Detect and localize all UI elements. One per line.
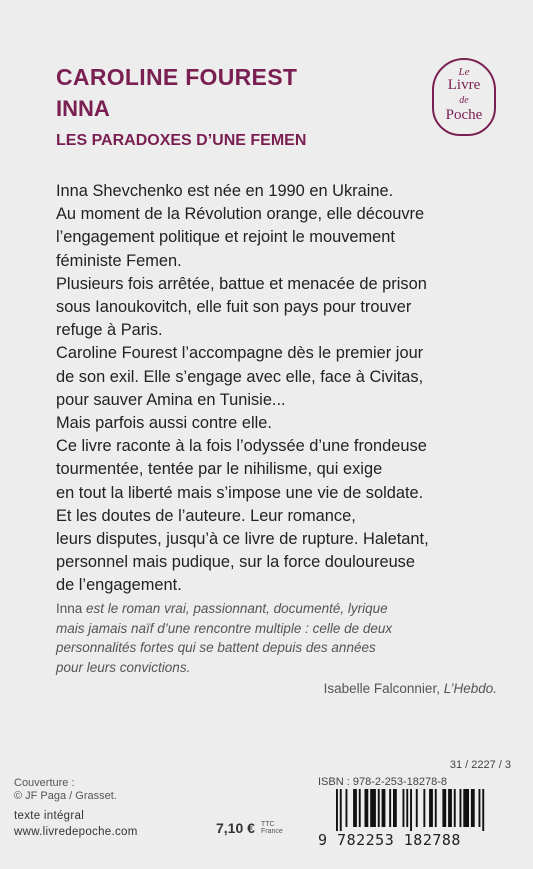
blurb-line: de l’engagement. [56,576,182,595]
barcode-bar [336,789,338,831]
price: 7,10 € [216,820,255,836]
cover-credits [14,777,117,803]
logo-line-4: Poche [445,107,483,123]
blurb-text [56,180,496,598]
barcode-bar [435,789,437,827]
barcode-bar [370,789,376,827]
barcode-bar [382,789,386,827]
barcode-bar [482,789,484,831]
logo-line-2: Livre [447,77,481,93]
barcode-bar [340,789,342,831]
logo-line-1: Le [458,66,470,78]
blurb-line: féministe Femen. [56,251,182,270]
cover-credit: © JF Paga / Grasset. [14,790,117,802]
barcode-bar [479,789,481,827]
blurb-line: refuge à Paris. [56,321,163,340]
barcode-bar [416,789,418,827]
barcode-bar [359,789,361,827]
blurb-line: Au moment de la Révolution orange, elle découvre [56,205,425,224]
blurb-line: l’engagement politique et rejoint le mouvement [56,228,395,247]
barcode-bar [410,789,412,831]
review-line [56,599,496,619]
barcode-bar [429,789,433,827]
blurb-line: Ce livre raconte à la fois l’odyssée d’une frondeuse [56,437,427,456]
barcode-bar [346,789,348,827]
blurb-line: Plusieurs fois arrêtée, battue et menacée de prison [56,274,427,293]
barcode-bar [454,789,456,827]
logo-line-3: de [459,95,469,106]
barcode-bar [471,789,475,827]
barcode [336,789,516,831]
blurb-line: de son exil. Elle s’engage avec elle, face à Civitas, [56,367,424,386]
barcode-bar [406,789,408,827]
author-name: CAROLINE FOUREST [56,64,298,90]
ttc-country: France [261,828,283,835]
website-link: www.livredepoche.com [14,826,138,838]
barcode-bar [448,789,452,827]
barcode-bar [460,789,462,827]
barcode-bar [353,789,357,827]
blurb-line: en tout la liberté mais s’impose une vie de soldate. [56,483,424,502]
blurb-line: Et les doutes de l’auteure. Leur romance, [56,506,356,525]
review-title-inline: Inna [56,601,83,616]
barcode-bar [389,789,391,827]
barcode-bar [423,789,425,827]
blurb-line: personnel mais pudique, sur la force douloureuse [56,553,415,572]
catalog-reference: 31 / 2227 / 3 [449,759,511,771]
le-livre-de-poche-logo [432,58,496,136]
isbn: ISBN : 978-2-253-18278-8 [318,776,448,788]
review-line: mais jamais naïf d’une rencontre multiple : celle de deux [56,620,393,636]
press-review [56,599,496,677]
blurb-line: pour sauver Amina en Tunisie... [56,390,286,409]
blurb-line: tourmentée, tentée par le nihilisme, qui exige [56,460,383,479]
review-line: personnalités fortes qui se battent depuis des années [56,640,376,655]
reviewer-name: Isabelle Falconnier, [323,681,444,696]
barcode-bar [378,789,380,827]
texte-integral-label: texte intégral [14,810,85,822]
cover-label: Couverture : [14,777,75,789]
barcode-bar [442,789,446,827]
barcode-bar [393,789,397,827]
price-tax-note [261,821,283,835]
blurb-line: leurs disputes, jusqu’à ce livre de rupture. Haletant, [56,530,429,549]
barcode-bar [463,789,469,827]
blurb-line: Mais parfois aussi contre elle. [56,414,272,433]
blurb-line: sous Ianoukovitch, elle fuit son pays pour trouver [56,298,412,317]
review-publication: L’Hebdo. [443,681,497,696]
blurb-line: Inna Shevchenko est née en 1990 en Ukraine. [56,182,394,200]
book-subtitle: LES PARADOXES D’UNE FEMEN [56,132,307,149]
barcode-bar [403,789,405,827]
review-line-1-rest: est le roman vrai, passionnant, documenté, lyrique [82,601,388,616]
review-attribution [324,681,497,696]
ttc-label: TTC [261,821,275,828]
book-title: INNA [56,96,110,121]
review-line: pour leurs convictions. [56,659,191,675]
blurb-line: Caroline Fourest l’accompagne dès le premier jour [56,344,424,363]
barcode-bar [365,789,369,827]
barcode-number: 9 782253 182788 [318,831,461,849]
